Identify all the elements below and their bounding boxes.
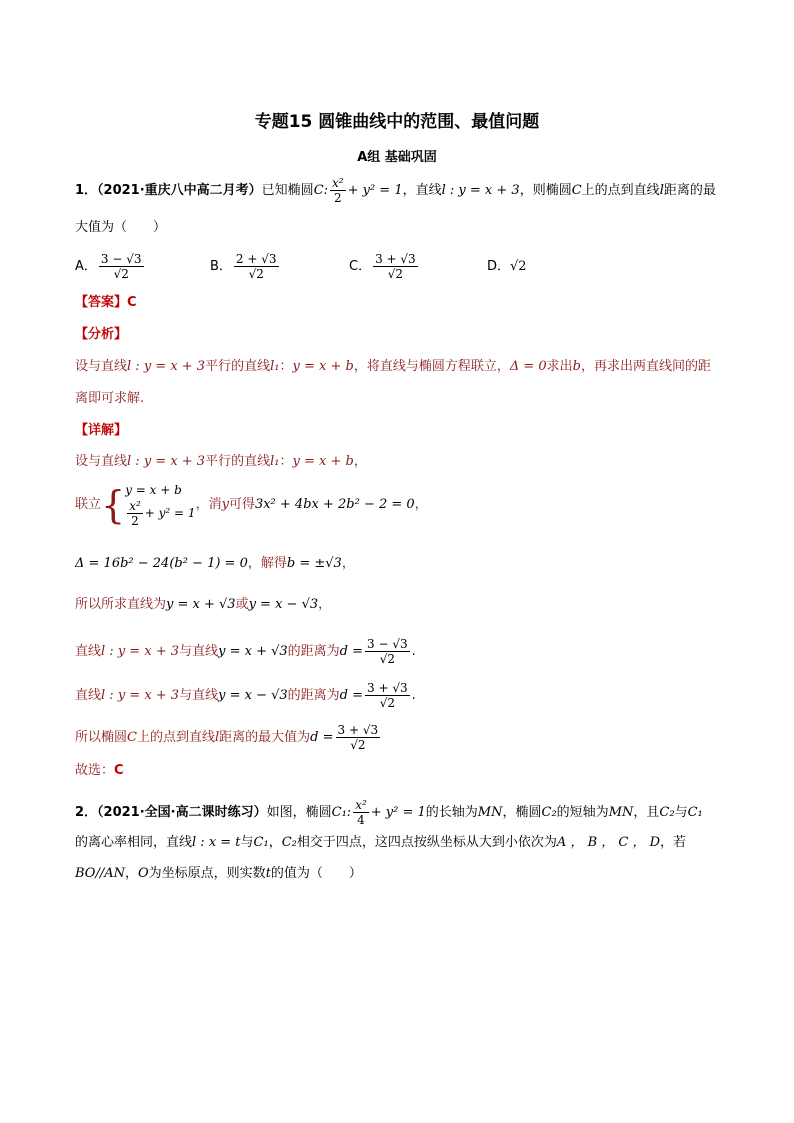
detail-line4: 所以所求直线为y = x + √3或y = x − √3， xyxy=(75,597,332,612)
answer-line: 【答案】C xyxy=(75,295,137,310)
section-subtitle: A组 基础巩固 xyxy=(357,150,437,165)
option-b: B． $\frac{2 + √3}{√2}$ xyxy=(210,252,277,281)
detail-line3: Δ = 16b² − 24(b² − 1) = 0，解得b = ±√3， xyxy=(75,556,355,571)
option-a: A． $\frac{3 - √3}{√2}$ xyxy=(75,252,142,281)
ellipse2-fraction: $\frac{\text{x²}}{4}$ xyxy=(355,798,367,827)
analysis-line1: 设与直线l : y = x + 3平行的直线l₁：y = x + b，将直线与椭圆方程联立，Δ = 0求出b，再求出两直线间的距 xyxy=(75,359,712,374)
choose-line: 故选：C xyxy=(75,763,124,778)
equation-system: y = x + b $\frac{\text{x²}}{2}$ + y² = 1 xyxy=(125,483,196,528)
ellipse-fraction: $\frac{\text{x²}}{2}$ xyxy=(332,176,344,205)
option-d: D．√2 xyxy=(487,259,527,274)
option-c: C． $\frac{3 + √3}{√2}$ xyxy=(349,252,416,281)
brace-glyph: { xyxy=(101,482,126,527)
q2-stem-line2: 的离心率相同，直线l : x = t与C₁，C₂相交于四点，这四点按纵坐标从大到小依次为A ， B ， C ， D，若 xyxy=(75,835,687,850)
analysis-line2: 离即可求解. xyxy=(75,391,145,406)
analysis-label: 【分析】 xyxy=(75,327,128,342)
detail-line2-system: 联立{ y = x + b $\frac{\text{x²}}{2}$ + y² = 1 ，消y可得3x² + 4bx + 2b² − 2 = 0， xyxy=(75,482,428,528)
q2-stem-line1: 2．（2021·全国·高二课时练习）如图，椭圆C₁: $\frac{\text{x²}}{4}$ + y² = 1的长轴为MN，椭圆C₂的短轴为MN，且C₂与C₁ xyxy=(75,798,703,827)
page-title: 专题15 圆锥曲线中的范围、最值问题 xyxy=(254,112,540,132)
q1-stem-line2: 大值为（ ） xyxy=(75,220,167,235)
detail-line1: 设与直线l : y = x + 3平行的直线l₁：y = x + b， xyxy=(75,454,367,469)
detail-label: 【详解】 xyxy=(75,423,128,438)
q1-stem-line1: 1．（2021·重庆八中高二月考）已知椭圆C: $\frac{\text{x²}}{2}$ + y² = 1，直线l : y = x + 3，则椭圆C上的点到直线l距离的最 xyxy=(75,176,716,205)
detail-line5: 直线l : y = x + 3与直线y = x + √3的距离为d = $\frac{3 - √3}{√2}$ . xyxy=(75,637,416,666)
detail-line6: 直线l : y = x + 3与直线y = x − √3的距离为d = $\frac{3 + √3}{√2}$ . xyxy=(75,681,416,710)
q2-stem-line3: BO//AN，O为坐标原点，则实数t的值为（ ） xyxy=(75,866,362,881)
detail-line7: 所以椭圆C上的点到直线l距离的最大值为d = $\frac{3 + √3}{√2}$ xyxy=(75,723,379,752)
